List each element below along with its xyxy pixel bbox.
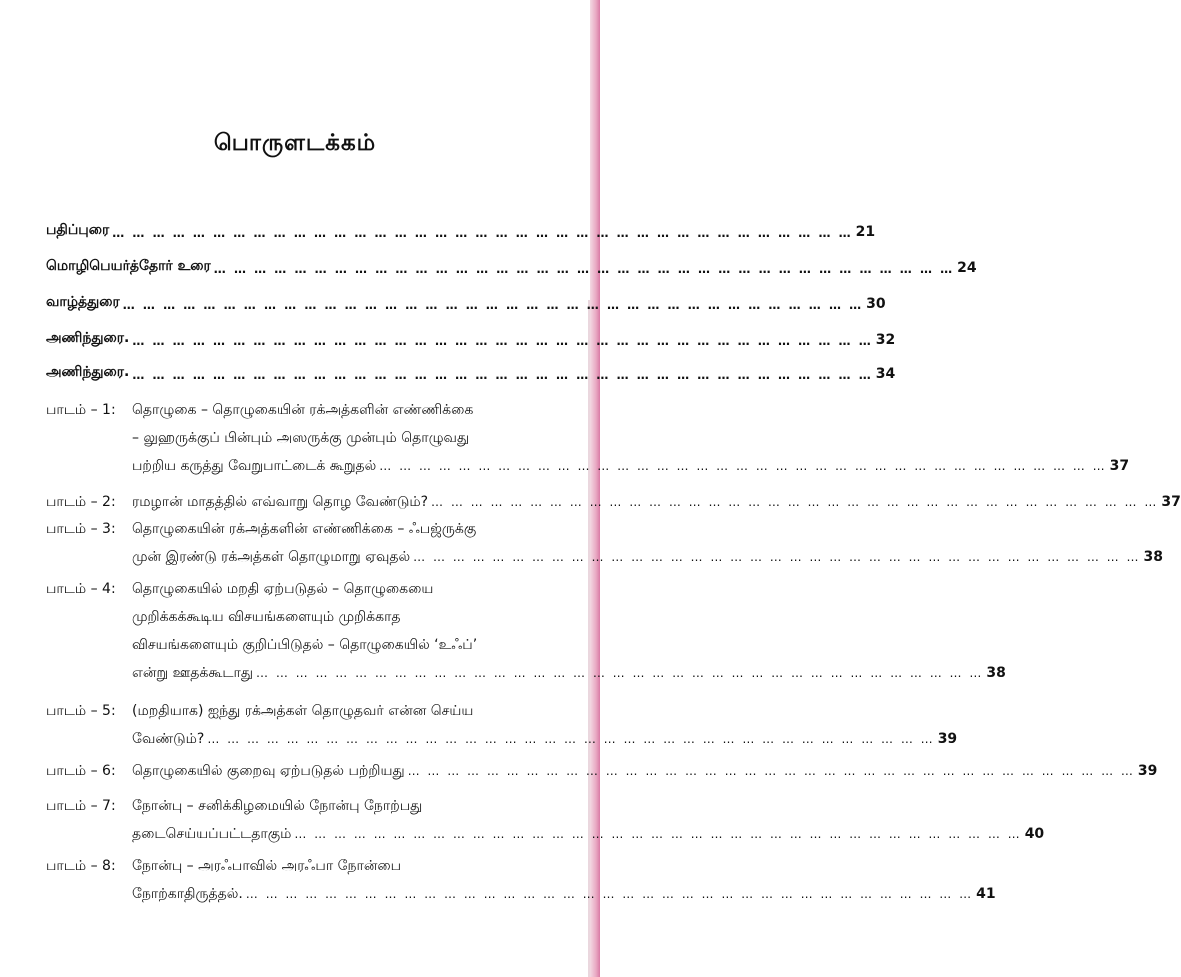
lesson-line: தொழுகை – தொழுகையின் ரக்அத்களின் எண்ணிக்கை xyxy=(132,402,474,418)
lesson-page: 39 xyxy=(937,731,958,747)
lesson-line: நோற்காதிருத்தல். xyxy=(132,886,243,902)
toc-entry xyxy=(46,222,876,240)
lesson-line: தொழுகையில் குறைவு ஏற்படுதல் பற்றியது xyxy=(132,763,405,779)
lesson-text xyxy=(132,852,996,908)
lesson-number: பாடம் – 2: xyxy=(46,494,116,510)
leader-dots: … … … … … … … … … … … … … … … … … … … … … … … … … … … … … … … … … … … … … xyxy=(132,334,873,348)
toc-entry-title: வாழ்த்துரை xyxy=(46,294,120,310)
lesson-last-line xyxy=(132,725,958,753)
lesson-entry xyxy=(46,697,958,753)
toc-entry-page: 24 xyxy=(957,260,977,276)
toc-entry-title: மொழிபெயர்த்தோர் உரை xyxy=(46,258,211,274)
lesson-line: வேண்டும்? xyxy=(132,731,205,747)
lesson-page: 37 xyxy=(1109,458,1130,474)
lesson-page: 38 xyxy=(1143,549,1163,565)
leader-dots: … … … … … … … … … … … … … … … … … … … … … … … … … … … … … … … … … … … … … xyxy=(112,226,853,240)
lesson-text xyxy=(132,488,1181,516)
lesson-text xyxy=(132,697,958,753)
lesson-number: பாடம் – 3: xyxy=(46,521,116,537)
lesson-last-line xyxy=(132,452,1130,480)
toc-entry-page: 21 xyxy=(855,224,876,240)
leader-dots: … … … … … … … … … … … … … … … … … … … … … … … … … … … … … … … … … … … … … xyxy=(207,732,935,746)
lesson-entry xyxy=(46,396,1130,480)
lesson-last-line xyxy=(132,880,996,908)
lesson-page: 37 xyxy=(1161,494,1181,510)
leader-dots: … … … … … … … … … … … … … … … … … … … … … … … … … … … … … … … … … … … … … xyxy=(122,298,864,312)
lesson-page: 40 xyxy=(1024,826,1045,842)
lesson-line: ரமழான் மாதத்தில் எவ்வாறு தொழ வேண்டும்? xyxy=(132,494,429,510)
lesson-entry xyxy=(46,757,1158,785)
lesson-text xyxy=(132,792,1045,848)
lesson-line: தடைசெய்யப்பட்டதாகும் xyxy=(132,826,292,842)
lesson-page: 38 xyxy=(986,665,1006,681)
leader-dots: … … … … … … … … … … … … … … … … … … … … … … … … … … … … … … … … … … … … … xyxy=(431,495,1159,509)
leader-dots: … … … … … … … … … … … … … … … … … … … … … … … … … … … … … … … … … … … … … xyxy=(256,666,984,680)
lesson-entry xyxy=(46,792,1045,848)
lesson-number: பாடம் – 5: xyxy=(46,703,116,719)
lesson-number: பாடம் – 1: xyxy=(46,402,116,418)
toc-entry-title: பதிப்புரை xyxy=(46,222,110,238)
leader-dots: … … … … … … … … … … … … … … … … … … … … … … … … … … … … … … … … … … … … … xyxy=(294,827,1022,841)
toc-entry xyxy=(46,330,896,348)
leader-dots: … … … … … … … … … … … … … … … … … … … … … … … … … … … … … … … … … … … … … xyxy=(132,368,873,382)
lesson-line: என்று ஊதக்கூடாது xyxy=(132,665,253,681)
leader-dots: … … … … … … … … … … … … … … … … … … … … … … … … … … … … … … … … … … … … … xyxy=(213,262,955,276)
lesson-entry xyxy=(46,488,1181,516)
toc-entry-page: 32 xyxy=(875,332,896,348)
lesson-line: பற்றிய கருத்து வேறுபாட்டைக் கூறுதல் xyxy=(132,458,377,474)
lesson-text xyxy=(132,757,1158,785)
lesson-number: பாடம் – 7: xyxy=(46,798,116,814)
lesson-line: தொழுகையின் ரக்அத்களின் எண்ணிக்கை – ஃபஜ்ருக்கு xyxy=(132,521,477,537)
leader-dots: … … … … … … … … … … … … … … … … … … … … … … … … … … … … … … … … … … … … … xyxy=(379,459,1107,473)
lesson-entry xyxy=(46,852,996,908)
lesson-line: – லுஹருக்குப் பின்பும் அஸருக்கு முன்பும் தொழுவது xyxy=(132,430,470,446)
toc-entry-page: 34 xyxy=(875,366,896,382)
lesson-entry xyxy=(46,575,1006,687)
lesson-number: பாடம் – 6: xyxy=(46,763,116,779)
leader-dots: … … … … … … … … … … … … … … … … … … … … … … … … … … … … … … … … … … … … … xyxy=(413,550,1141,564)
lesson-last-line xyxy=(132,543,1163,571)
lesson-last-line xyxy=(132,488,1181,516)
lesson-last-line xyxy=(132,659,1006,687)
lesson-entry xyxy=(46,515,1163,571)
lesson-page: 39 xyxy=(1137,763,1158,779)
lesson-line: தொழுகையில் மறதி ஏற்படுதல் – தொழுகையை xyxy=(132,581,434,597)
toc-entry-title: அணிந்துரை. xyxy=(46,330,130,346)
toc-entry-title: அணிந்துரை. xyxy=(46,364,130,380)
toc-entry xyxy=(46,258,977,276)
lesson-page: 41 xyxy=(976,886,996,902)
lesson-text xyxy=(132,396,1130,480)
leader-dots: … … … … … … … … … … … … … … … … … … … … … … … … … … … … … … … … … … … … … xyxy=(407,764,1135,778)
lesson-line: நோன்பு – அரஃபாவில் அரஃபா நோன்பை xyxy=(132,858,402,874)
lesson-last-line xyxy=(132,757,1158,785)
lesson-line: முறிக்கக்கூடிய விசயங்களையும் முறிக்காத xyxy=(132,609,401,625)
page-edge-shadow xyxy=(588,300,590,977)
lesson-line: (மறதியாக) ஐந்து ரக்அத்கள் தொழுதவர் என்ன செய்ய xyxy=(132,703,474,719)
lesson-text xyxy=(132,575,1006,687)
page-title: பொருளடக்கம் xyxy=(213,130,377,156)
toc-entry xyxy=(46,294,886,312)
lesson-last-line xyxy=(132,820,1045,848)
leader-dots: … … … … … … … … … … … … … … … … … … … … … … … … … … … … … … … … … … … … … xyxy=(245,887,974,901)
lesson-line: முன் இரண்டு ரக்அத்கள் தொழுமாறு ஏவுதல் xyxy=(132,549,411,565)
lesson-number: பாடம் – 4: xyxy=(46,581,116,597)
lesson-text xyxy=(132,515,1163,571)
toc-entry-page: 30 xyxy=(866,296,886,312)
toc-entry xyxy=(46,364,896,382)
lesson-line: விசயங்களையும் குறிப்பிடுதல் – தொழுகையில் ‘உஃப்’ xyxy=(132,637,478,653)
lesson-line: நோன்பு – சனிக்கிழமையில் நோன்பு நோற்பது xyxy=(132,798,423,814)
lesson-number: பாடம் – 8: xyxy=(46,858,116,874)
